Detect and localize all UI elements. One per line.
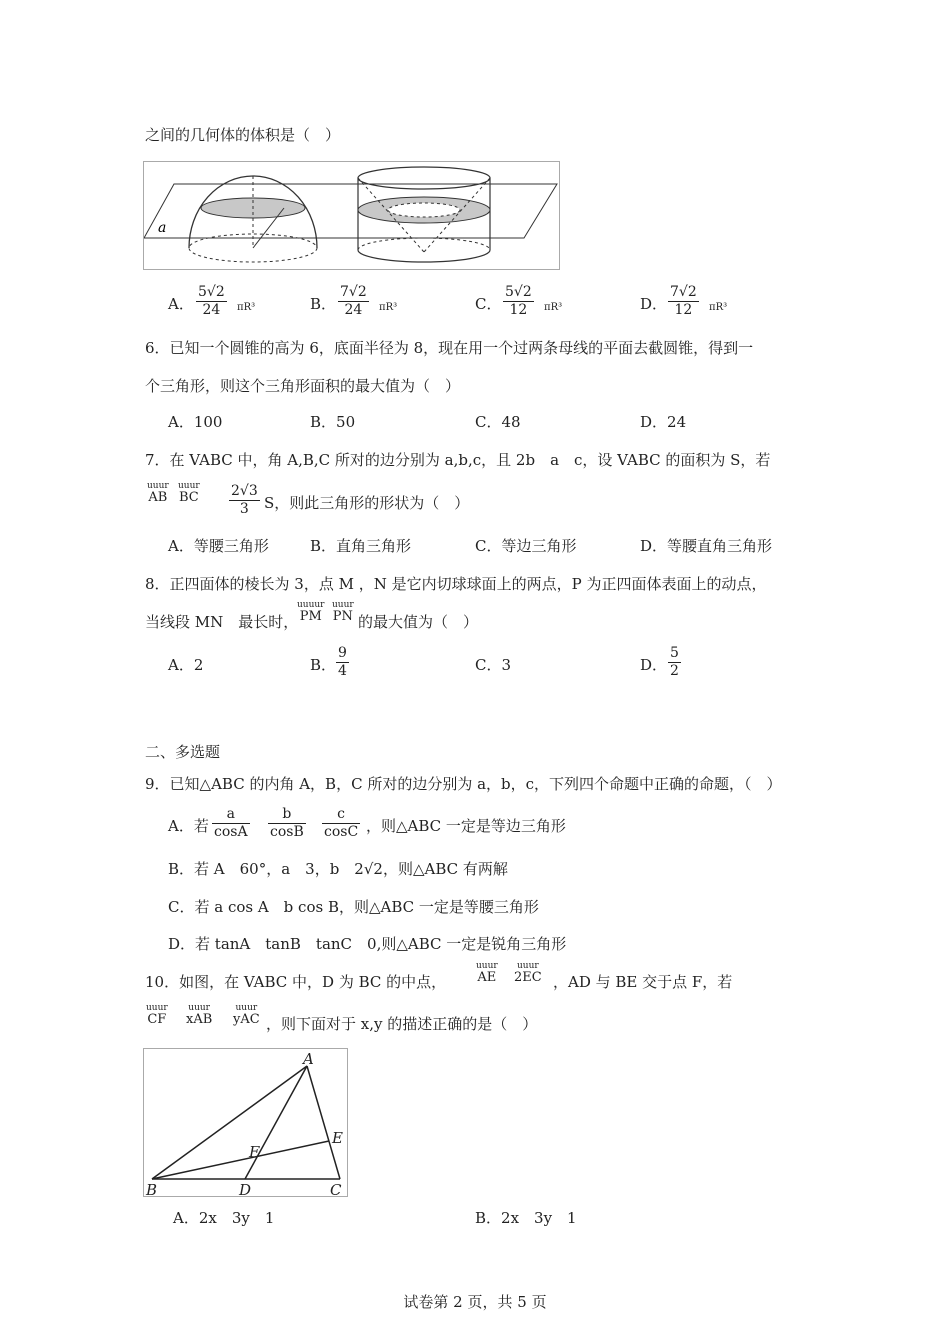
q8-option-b-frac bbox=[336, 645, 349, 680]
q5-option-a-unit: πR³ bbox=[237, 302, 256, 313]
vector-label: 2EC bbox=[514, 970, 542, 985]
q10-figure bbox=[143, 1048, 348, 1197]
q7-line2-tail: S，则此三角形的形状为（ ） bbox=[264, 494, 470, 512]
label-c: C bbox=[330, 1181, 342, 1196]
vector-label: AB bbox=[148, 490, 168, 505]
frac-den: 3 bbox=[239, 501, 249, 517]
frac-num: 2√3 bbox=[231, 483, 258, 499]
vector-arrow: uuuur bbox=[297, 600, 325, 610]
q8-line2-head: 当线段 MN 最长时， bbox=[145, 613, 299, 631]
q5-option-a-frac bbox=[196, 284, 227, 319]
vector-arrow: uuur bbox=[235, 1003, 258, 1013]
vector-arrow: uuur bbox=[476, 961, 498, 971]
vector-label: yAC bbox=[233, 1012, 260, 1027]
label-d: D bbox=[239, 1181, 252, 1196]
q9-frac-c bbox=[322, 806, 360, 841]
vector-label: PM bbox=[299, 609, 322, 624]
q7-option-a[interactable]: A．等腰三角形 bbox=[168, 537, 269, 555]
q8-option-d-frac bbox=[668, 645, 681, 680]
q10-line1-tail: ，AD 与 BE 交于点 F，若 bbox=[553, 973, 733, 991]
q5-figure-svg bbox=[144, 162, 559, 269]
q8-vector-pm bbox=[297, 601, 325, 624]
q8-option-a[interactable]: A．2 bbox=[168, 656, 204, 674]
q10-vector-xab bbox=[186, 1004, 212, 1027]
q9-option-a-head[interactable]: A．若 bbox=[168, 817, 209, 835]
vector-label: xAB bbox=[186, 1012, 213, 1027]
q8-line1: 8．正四面体的棱长为 3，点 M ，N 是它内切球球面上的两点，P 为正四面体表面上的动点， bbox=[145, 575, 767, 593]
q10-line1-head: 10．如图，在 VABC 中，D 为 BC 的中点， bbox=[145, 973, 447, 991]
q7-vector-bc bbox=[178, 482, 200, 505]
frac-den: 24 bbox=[344, 302, 363, 318]
frac-num: 5√2 bbox=[505, 284, 532, 300]
q9-option-b[interactable]: B．若 A 60°，a 3，b 2√2，则△ABC 有两解 bbox=[168, 860, 508, 878]
frac-num: 5√2 bbox=[198, 284, 225, 300]
q10-triangle-svg bbox=[144, 1049, 347, 1196]
section-title: 二、多选题 bbox=[145, 743, 221, 761]
frac-num: 7√2 bbox=[670, 284, 697, 300]
vector-arrow: uuur bbox=[147, 481, 169, 491]
q9-stem: 9．已知△ABC 的内角 A，B，C 所对的边分别为 a，b，c，下列四个命题中正确的命题，（ ） bbox=[145, 775, 782, 793]
q5-option-b-frac bbox=[338, 284, 369, 319]
q5-option-d-unit: πR³ bbox=[709, 302, 728, 313]
frac-den: cosC bbox=[324, 824, 359, 840]
q5-option-d-frac bbox=[668, 284, 699, 319]
frac-num: 9 bbox=[338, 645, 347, 661]
q8-vector-pn bbox=[332, 601, 354, 624]
q7-option-d[interactable]: D．等腰直角三角形 bbox=[640, 537, 773, 555]
q6-line2: 个三角形，则这个三角形面积的最大值为（ ） bbox=[145, 377, 461, 395]
frac-den: 2 bbox=[670, 663, 679, 679]
label-b: B bbox=[146, 1181, 158, 1196]
q5-option-b-unit: πR³ bbox=[379, 302, 398, 313]
q9-option-d[interactable]: D．若 tanA tanB tanC 0,则△ABC 一定是锐角三角形 bbox=[168, 935, 567, 953]
q6-option-d[interactable]: D．24 bbox=[640, 413, 687, 431]
q5-figure bbox=[143, 161, 560, 270]
q5-option-d-letter[interactable]: D． bbox=[640, 295, 668, 313]
q8-option-d-letter[interactable]: D． bbox=[640, 656, 668, 674]
frac-num: a bbox=[212, 806, 250, 824]
vector-label: CF bbox=[147, 1012, 167, 1027]
q5-option-c-unit: πR³ bbox=[544, 302, 563, 313]
q8-line2-tail: 的最大值为（ ） bbox=[358, 613, 479, 631]
q10-option-a[interactable]: A．2x 3y 1 bbox=[173, 1209, 275, 1227]
vector-label: BC bbox=[178, 490, 199, 505]
label-e: E bbox=[332, 1129, 343, 1147]
frac-den: 4 bbox=[338, 663, 347, 679]
vector-arrow: uuur bbox=[332, 600, 354, 610]
q9-option-a-tail: ，则△ABC 一定是等边三角形 bbox=[366, 817, 566, 835]
frac-num: 5 bbox=[670, 645, 679, 661]
frac-den: 12 bbox=[674, 302, 693, 318]
q7-option-c[interactable]: C．等边三角形 bbox=[475, 537, 577, 555]
frac-den: 12 bbox=[509, 302, 528, 318]
vector-label: PN bbox=[332, 609, 353, 624]
q7-option-b[interactable]: B．直角三角形 bbox=[310, 537, 412, 555]
q10-vector-yac bbox=[233, 1004, 260, 1027]
frac-num: 7√2 bbox=[340, 284, 367, 300]
label-a: A bbox=[303, 1050, 314, 1068]
plane-label: a bbox=[158, 220, 167, 236]
q9-option-c[interactable]: C．若 a cos A b cos B，则△ABC 一定是等腰三角形 bbox=[168, 898, 539, 916]
frac-den: 24 bbox=[202, 302, 221, 318]
vector-arrow: uuur bbox=[517, 961, 539, 971]
q5-option-b-letter[interactable]: B． bbox=[310, 295, 337, 313]
q10-vector-2ec bbox=[514, 962, 542, 985]
q7-line1: 7．在 VABC 中，角 A,B,C 所对的边分别为 a,b,c，且 2b a c，设 VABC 的面积为 S，若 bbox=[145, 451, 771, 469]
q8-option-b-letter[interactable]: B． bbox=[310, 656, 337, 674]
q10-option-b[interactable]: B．2x 3y 1 bbox=[475, 1209, 577, 1227]
vector-arrow: uuur bbox=[178, 481, 200, 491]
label-f: F bbox=[249, 1143, 260, 1161]
q7-vector-ab bbox=[147, 482, 169, 505]
q5-option-a-letter[interactable]: A． bbox=[168, 295, 194, 313]
frac-den: cosB bbox=[270, 824, 304, 840]
frac-den: cosA bbox=[214, 824, 248, 840]
q10-vector-ae bbox=[476, 962, 498, 985]
page-footer: 试卷第 2 页，共 5 页 bbox=[403, 1293, 547, 1311]
q5-option-c-frac bbox=[503, 284, 534, 319]
q8-option-c[interactable]: C．3 bbox=[475, 656, 512, 674]
q6-option-a[interactable]: A．100 bbox=[168, 413, 223, 431]
frac-num: b bbox=[268, 806, 306, 824]
q10-line2-tail: ，则下面对于 x,y 的描述正确的是（ ） bbox=[266, 1015, 538, 1033]
q5-stem-tail: 之间的几何体的体积是（ ） bbox=[145, 126, 341, 144]
q6-option-c[interactable]: C．48 bbox=[475, 413, 521, 431]
frac-num: c bbox=[322, 806, 360, 824]
q6-line1: 6．已知一个圆锥的高为 6，底面半径为 8，现在用一个过两条母线的平面去截圆锥，得到一 bbox=[145, 339, 754, 357]
q9-frac-b bbox=[268, 806, 306, 841]
vector-label: AE bbox=[477, 970, 497, 985]
q5-option-c-letter[interactable]: C． bbox=[475, 295, 502, 313]
vector-arrow: uuur bbox=[188, 1003, 210, 1013]
q9-frac-a bbox=[212, 806, 250, 841]
q10-vector-cf bbox=[146, 1004, 168, 1027]
q6-option-b[interactable]: B．50 bbox=[310, 413, 356, 431]
vector-arrow: uuur bbox=[146, 1003, 168, 1013]
q7-frac bbox=[229, 483, 260, 518]
